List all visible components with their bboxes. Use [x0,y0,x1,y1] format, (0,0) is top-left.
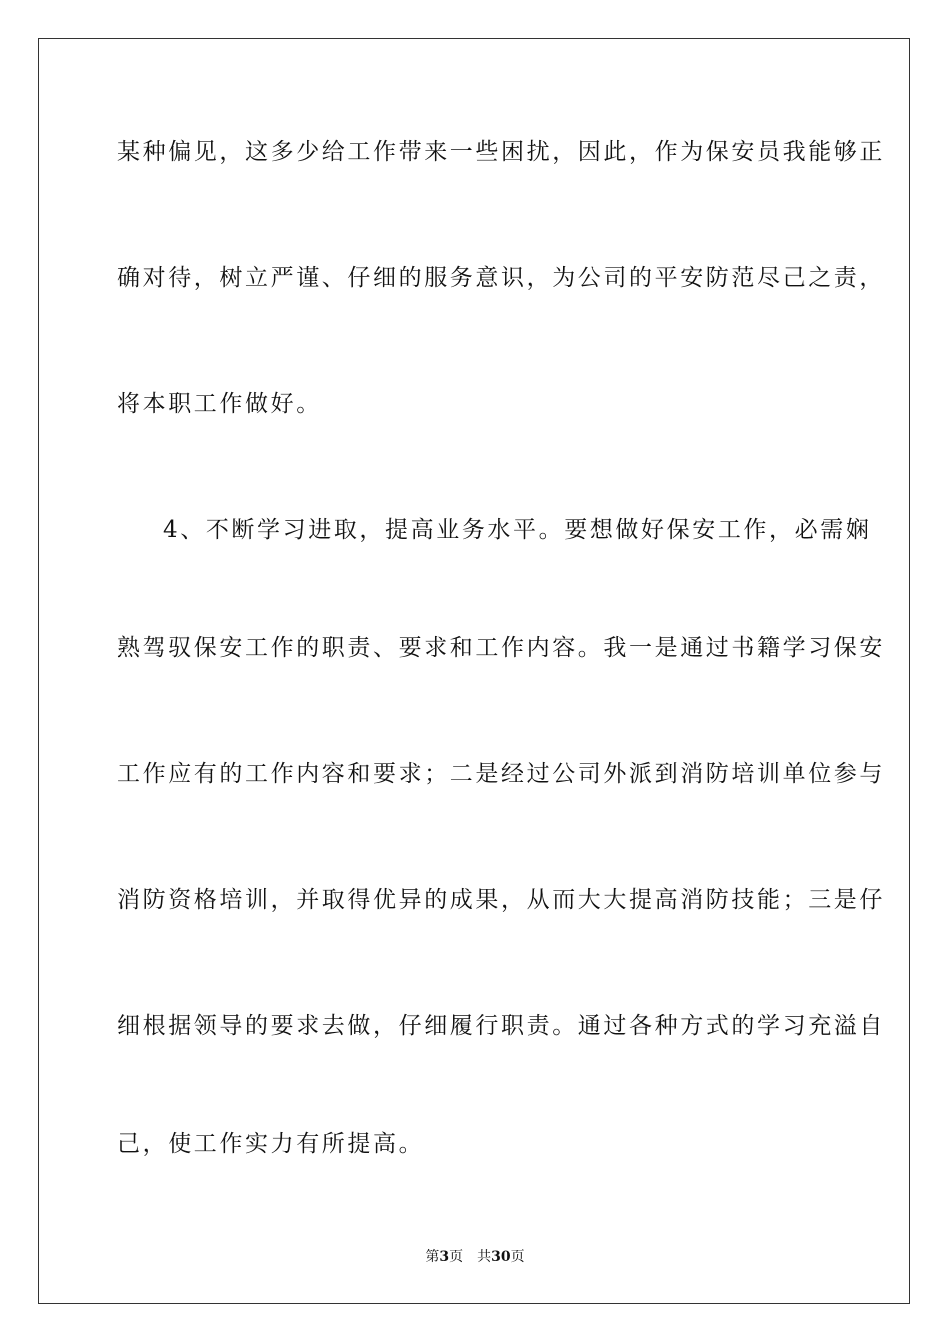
footer-page-prefix: 第 [425,1249,440,1265]
page-footer [0,1248,950,1266]
body-line-9: 己，使工作实力有所提高。 [117,1131,425,1157]
body-line-6: 工作应有的工作内容和要求；二是经过公司外派到消防培训单位参与 [117,761,885,787]
body-line-1: 某种偏见，这多少给工作带来一些困扰，因此，作为保安员我能够正 [117,139,885,165]
footer-page-suffix: 页 [449,1249,464,1265]
footer-total-prefix: 共 [477,1249,492,1265]
body-line-5: 熟驾驭保安工作的职责、要求和工作内容。我一是通过书籍学习保安 [117,635,885,661]
body-line-4: 4、不断学习进取，提高业务水平。要想做好保安工作，必需娴 [163,517,872,543]
body-line-7: 消防资格培训，并取得优异的成果，从而大大提高消防技能；三是仔 [117,887,885,913]
body-line-8: 细根据领导的要求去做，仔细履行职责。通过各种方式的学习充溢自 [117,1013,885,1039]
body-line-2: 确对待，树立严谨、仔细的服务意识，为公司的平安防范尽己之责， [117,265,885,291]
footer-total-suffix: 页 [510,1249,525,1265]
page-border [38,38,910,1304]
footer-page-number: 3 [439,1249,450,1265]
body-line-3: 将本职工作做好。 [117,391,322,417]
footer-total-pages: 30 [491,1249,511,1265]
